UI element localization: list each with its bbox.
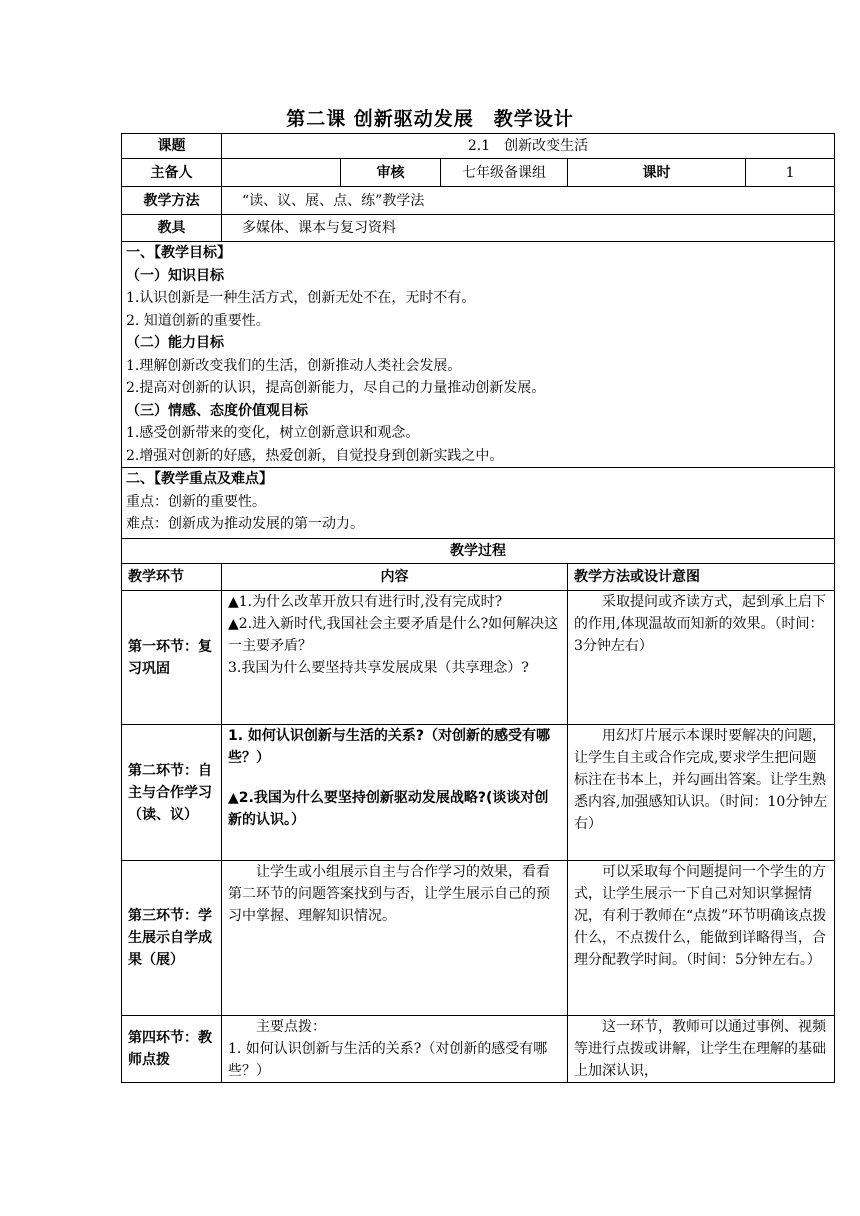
key-points-block <box>122 468 835 539</box>
emotion-item: 1.感受创新带来的变化，树立创新意识和观念。 <box>126 425 420 441</box>
stage-cell: 第三环节：学生展示自学成果（展） <box>122 861 222 1016</box>
method-cell <box>568 1016 835 1083</box>
process-row <box>122 725 835 861</box>
reviewer-value: 七年级备课组 <box>441 159 568 187</box>
process-heading: 教学过程 <box>122 539 835 564</box>
content-cell <box>222 725 568 861</box>
knowledge-item: 2. 知道创新的重要性。 <box>126 312 270 329</box>
method-column-header: 教学方法或设计意图 <box>568 564 835 591</box>
method-cell <box>568 591 835 725</box>
focus-point: 重点：创新的重要性。 <box>126 493 266 510</box>
preparer-value <box>222 159 341 187</box>
stage-column-header: 教学环节 <box>122 564 222 591</box>
tools-value: 多媒体、课本与复习资料 <box>222 215 835 242</box>
content-line: ▲2.我国为什么要坚持创新驱动发展战略?(谈谈对创新的认识。） <box>228 790 549 828</box>
ability-heading: （二）能力目标 <box>126 335 224 351</box>
method-text: 可以采取每个问题提问一个学生的方式，让学生展示一下自己对知识掌握情况，有利于教师在“点拨”环节明确该点拨什么，不点拨什么，能做到详略得当，合理分配教学时间。（时间：5分钟左右。） <box>574 864 827 968</box>
process-row <box>122 1016 835 1083</box>
emotion-item: 2.增强对创新的好感，热爱创新，自觉投身到创新实践之中。 <box>126 447 504 464</box>
content-cell <box>222 1016 568 1083</box>
hours-label: 课时 <box>568 159 746 187</box>
stage-cell: 第一环节：复习巩固 <box>122 591 222 725</box>
objectives-block <box>122 242 835 468</box>
knowledge-heading: （一）知识目标 <box>126 267 224 284</box>
knowledge-item: 1.认识创新是一种生活方式，创新无处不在，无时不有。 <box>126 290 476 306</box>
topic-label: 课题 <box>122 134 222 159</box>
tools-label: 教具 <box>122 215 222 242</box>
process-row <box>122 591 835 725</box>
key-points-row <box>122 468 835 539</box>
document-title: 第二课 创新驱动发展 教学设计 <box>286 108 574 130</box>
method-row <box>122 187 835 215</box>
topic-row <box>122 134 835 159</box>
method-cell <box>568 725 835 861</box>
preparer-label: 主备人 <box>122 159 222 187</box>
process-heading-row <box>122 539 835 564</box>
ability-item: 1.理解创新改变我们的生活，创新推动人类社会发展。 <box>126 357 462 374</box>
lesson-plan-table <box>121 133 835 1083</box>
method-value: “读、议、展、点、练”教学法 <box>222 187 835 215</box>
stage-cell: 第二环节：自主与合作学习（读、议） <box>122 725 222 861</box>
difficulty-point: 难点：创新成为推动发展的第一动力。 <box>126 516 364 532</box>
method-text: 这一环节，教师可以通过事例、视频等进行点拨或讲解，让学生在理解的基础上加深认识， <box>574 1019 826 1079</box>
content-column-header: 内容 <box>222 564 568 591</box>
content-line: ▲2.进入新时代,我国社会主要矛盾是什么?如何解决这一主要矛盾？ <box>228 616 559 654</box>
content-line: ▲1.为什么改革开放只有进行时,没有完成时? <box>228 594 503 610</box>
method-cell <box>568 861 835 1016</box>
stage-cell: 第四环节：教师点拨 <box>122 1016 222 1083</box>
preparer-row <box>122 159 835 187</box>
content-cell <box>222 861 568 1016</box>
hours-value: 1 <box>746 159 835 187</box>
tools-row <box>122 215 835 242</box>
ability-item: 2.提高对创新的认识，提高创新能力，尽自己的力量推动创新发展。 <box>126 380 546 396</box>
method-text: 用幻灯片展示本课时要解决的问题，让学生自主或合作完成,要求学生把问题标注在书本上，并勾画出答案。让学生熟悉内容,加强感知认识。（时间：10分钟左右） <box>574 728 828 832</box>
topic-value: 2.1 创新改变生活 <box>222 134 835 159</box>
content-line: 1. 如何认识创新与生活的关系?（对创新的感受有哪些？） <box>228 728 551 766</box>
content-line: 主要点拨： <box>256 1019 326 1035</box>
content-line: 让学生或小组展示自主与合作学习的效果，看看第二环节的问题答案找到与否，让学生展示自己的预习中掌握、理解知识情况。 <box>228 864 550 924</box>
objectives-row <box>122 242 835 468</box>
content-cell <box>222 591 568 725</box>
process-row <box>122 861 835 1016</box>
reviewer-label: 审核 <box>341 159 441 187</box>
content-line: 1. 如何认识创新与生活的关系?（对创新的感受有哪些？） <box>228 1041 548 1079</box>
objectives-heading: 一、【教学目标】 <box>126 245 231 261</box>
method-text: 采取提问或齐读方式，起到承上启下的作用,体现温故而知新的效果。（时间：3分钟左右） <box>574 594 826 654</box>
method-label: 教学方法 <box>122 187 222 215</box>
emotion-heading: （三）情感、态度价值观目标 <box>126 402 308 419</box>
key-points-heading: 二、【教学重点及难点】 <box>126 471 273 487</box>
process-header-row <box>122 564 835 591</box>
content-line: 3.我国为什么要坚持共享发展成果（共享理念）? <box>228 660 529 676</box>
